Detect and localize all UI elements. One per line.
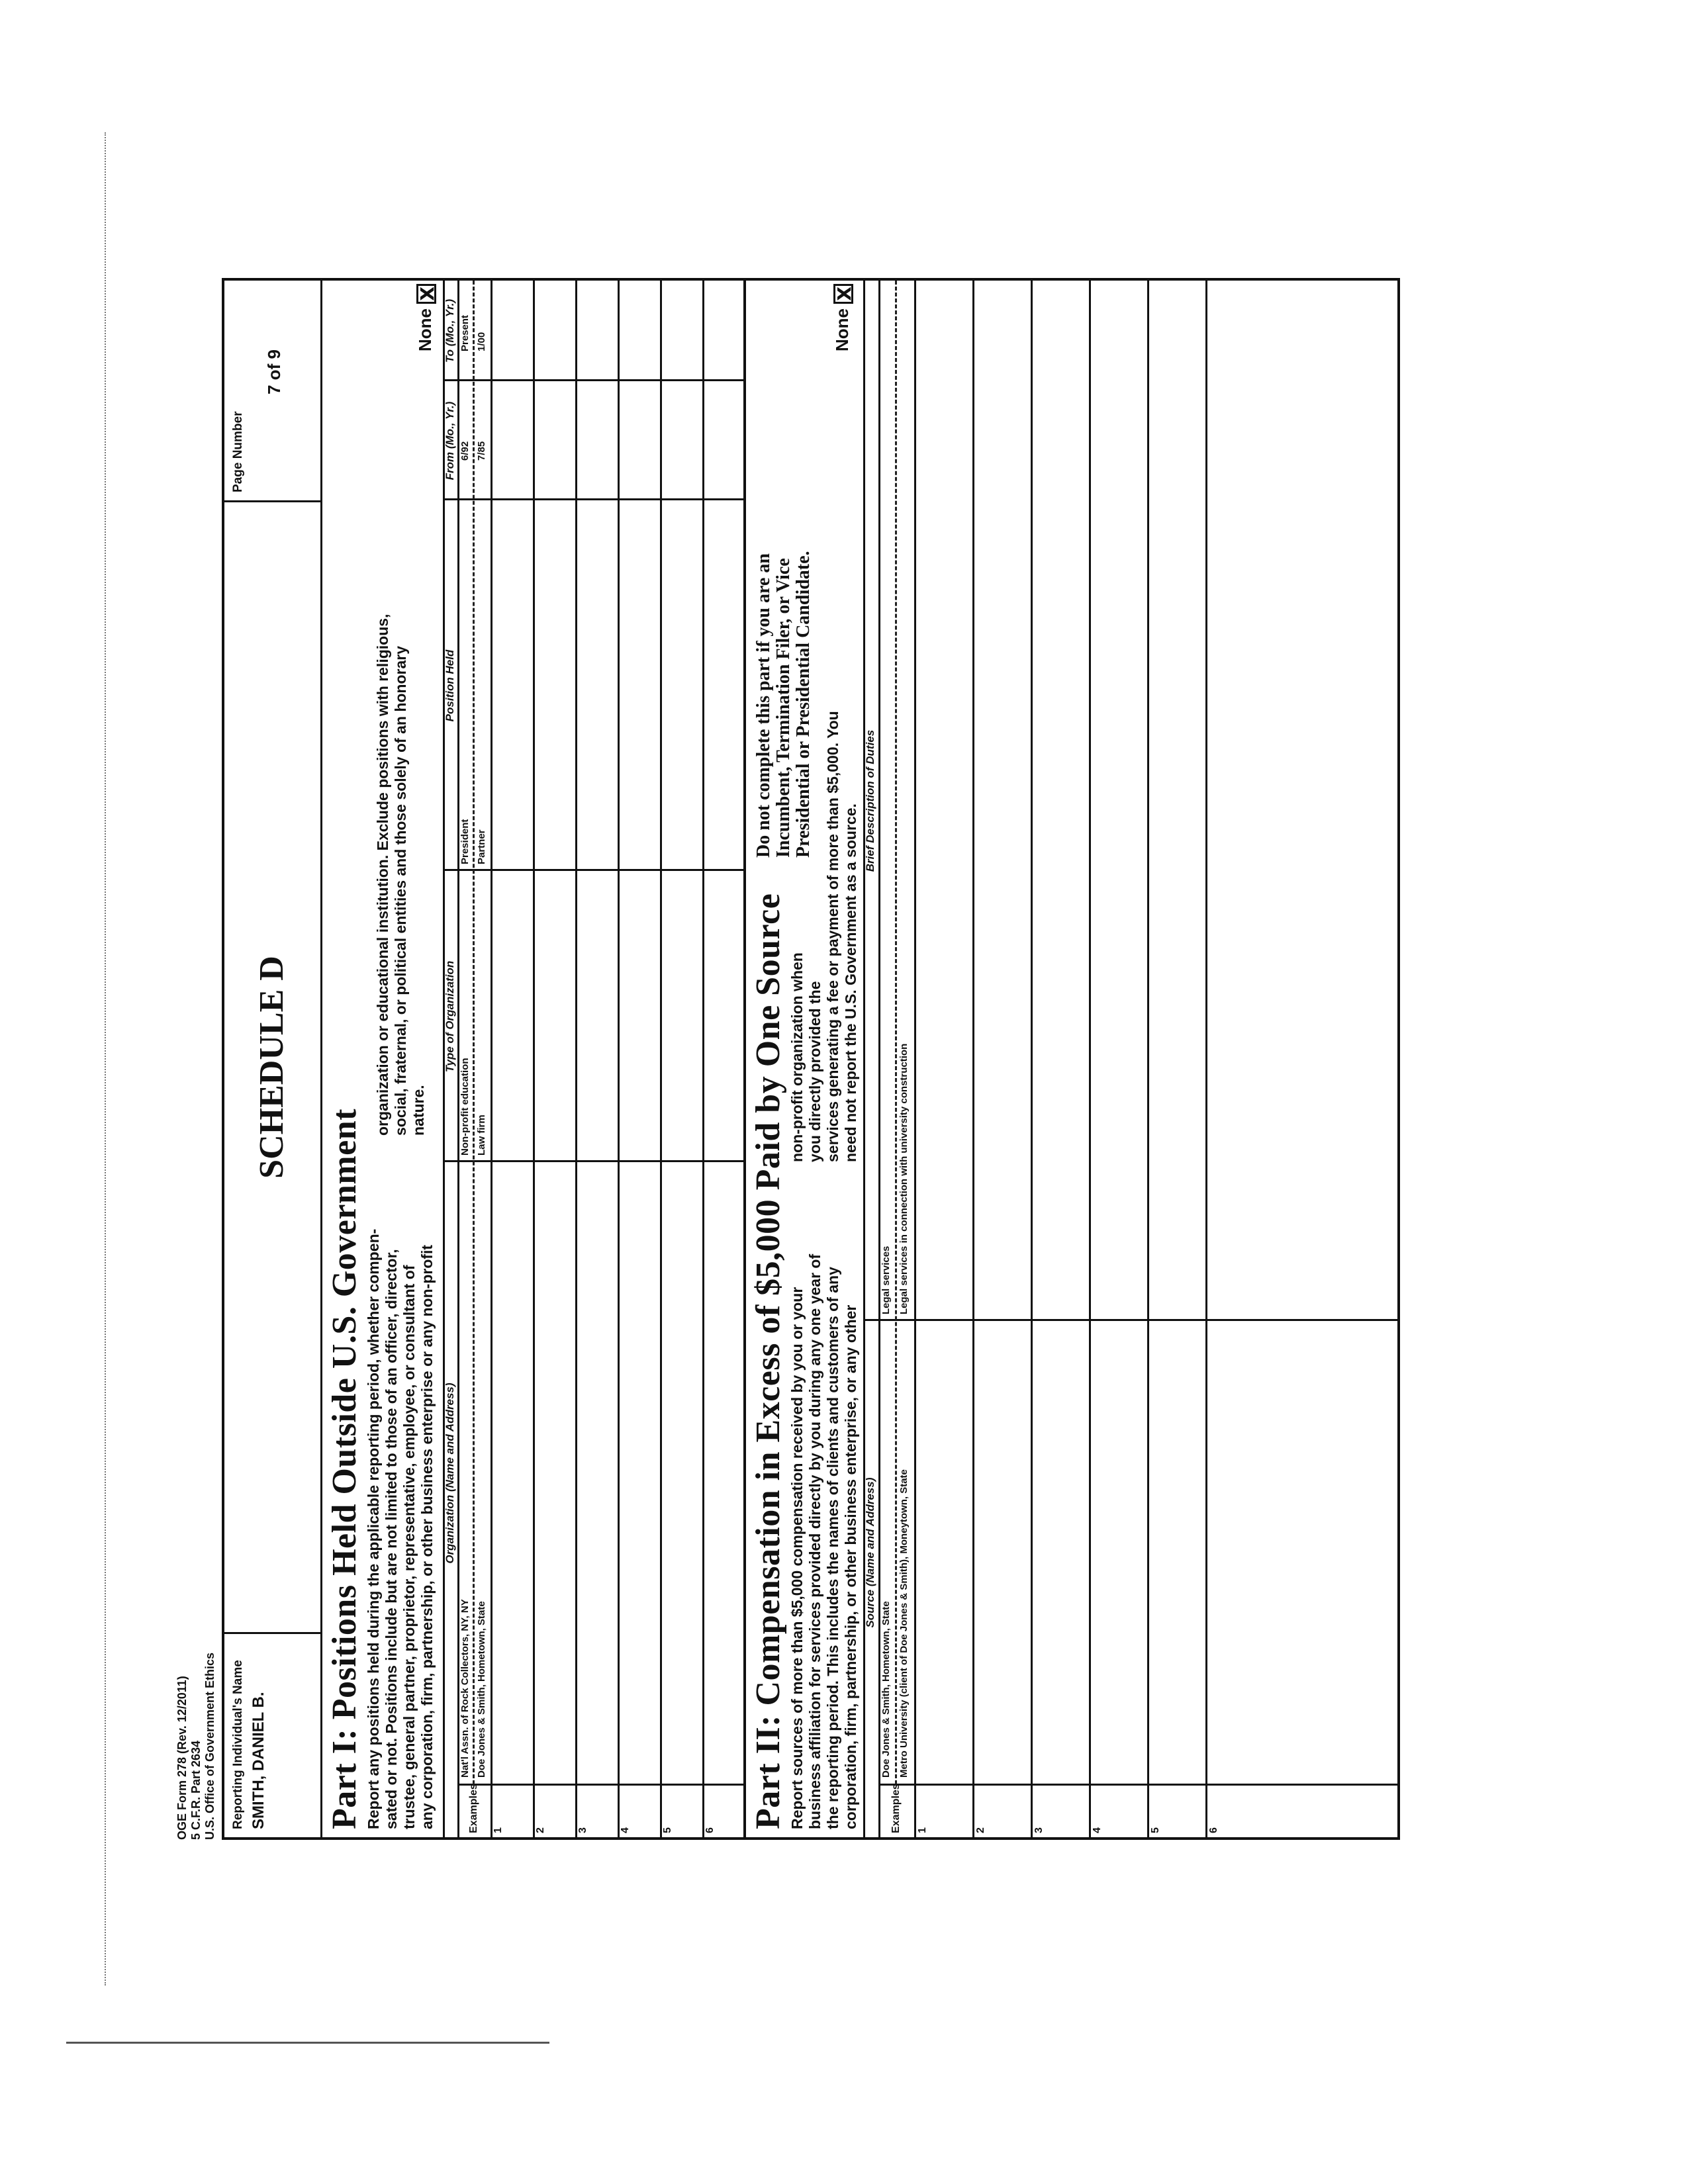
row-divider bbox=[575, 281, 577, 1837]
page-number-cell bbox=[224, 281, 320, 500]
row-divider bbox=[1205, 281, 1207, 1837]
row-divider bbox=[1147, 281, 1149, 1837]
row-number: 3 bbox=[1033, 1827, 1045, 1833]
divider bbox=[320, 281, 322, 1837]
row-divider bbox=[702, 281, 704, 1837]
part1-none-option[interactable] bbox=[415, 284, 439, 351]
col-divider bbox=[443, 498, 743, 500]
example-type: Law firm bbox=[476, 1115, 487, 1156]
col-type: Type of Organization bbox=[444, 960, 456, 1073]
col-from: From (Mo., Yr.) bbox=[444, 401, 456, 480]
example-from: 7/85 bbox=[476, 441, 487, 461]
page-number-value: 7 of 9 bbox=[264, 349, 284, 394]
col-divider bbox=[443, 1160, 743, 1162]
part1-instructions-left: Report any positions held during the applicable reporting period, whether compen- sated or not. Positions include but are not limited to those of an officer, director, trustee, general partner, proprietor, representative, employee, or consultant of any corporation, firm, partnership, or other business enterprise or any non-profit bbox=[365, 1228, 436, 1829]
form-header bbox=[175, 1653, 217, 1840]
part1-title: Part I: Positions Held Outside U.S. Government bbox=[326, 1109, 363, 1829]
name-value: SMITH, DANIEL B. bbox=[250, 1692, 267, 1829]
example-source: Metro University (client of Doe Jones & Smith), Moneytown, State bbox=[898, 1469, 910, 1778]
col-divider bbox=[863, 1319, 1397, 1321]
name-label: Reporting Individual's Name bbox=[231, 1660, 245, 1829]
none-label: None bbox=[415, 308, 435, 351]
row-number: 4 bbox=[1092, 1827, 1103, 1833]
example-duties: Legal services bbox=[880, 1246, 892, 1314]
part2-instructions-a: Report sources of more than $5,000 compensation received by you or your business affiliation for services provided directly by you during any one year of the reporting period. This includes the names of clients and customers of any corporation, firm, partnership, or other business enterprise, or any other bbox=[788, 1253, 859, 1829]
row-divider bbox=[618, 281, 620, 1837]
name-cell bbox=[224, 1632, 320, 1837]
row-number: 1 bbox=[492, 1827, 504, 1833]
col-divider bbox=[457, 1784, 743, 1786]
row-number: 3 bbox=[577, 1827, 588, 1833]
col-duties: Brief Description of Duties bbox=[864, 729, 876, 872]
example-position: Partner bbox=[476, 829, 487, 864]
example-separator bbox=[473, 281, 475, 1784]
schedule-title: SCHEDULE D bbox=[253, 956, 291, 1179]
row-divider bbox=[1089, 281, 1091, 1837]
schedule-title-cell bbox=[224, 500, 320, 1632]
row-divider bbox=[914, 281, 916, 1837]
example-type: Non-profit education bbox=[459, 1058, 471, 1156]
row-divider bbox=[660, 281, 662, 1837]
col-position: Position Held bbox=[444, 649, 456, 722]
part2-none-option[interactable] bbox=[832, 284, 856, 351]
part1-none-checkbox[interactable]: X bbox=[416, 284, 436, 304]
example-duties: Legal services in connection with university construction bbox=[898, 1043, 910, 1314]
cfr-reference: 5 C.F.R. Part 2634 bbox=[189, 1740, 203, 1840]
form-id: OGE Form 278 (Rev. 12/2011) bbox=[175, 1676, 189, 1840]
col-to: To (Mo., Yr.) bbox=[444, 298, 456, 363]
section-divider bbox=[743, 281, 746, 1837]
row-number: 1 bbox=[917, 1827, 928, 1833]
col-divider bbox=[443, 869, 743, 871]
example-org: Nat'l Assn. of Rock Collectors, NY, NY bbox=[459, 1599, 471, 1778]
row-divider bbox=[1031, 281, 1033, 1837]
row-divider bbox=[972, 281, 974, 1837]
schedule-d-form bbox=[222, 278, 1400, 1840]
none-label: None bbox=[832, 308, 852, 351]
part2-instructions-b: non-profit organization when you directly provided the services generating a fee or payment of more than $5,000. You need not report the U.S. Government as a source. bbox=[788, 711, 859, 1162]
example-from: 6/92 bbox=[459, 441, 471, 461]
part2-none-checkbox[interactable]: X bbox=[833, 284, 853, 304]
part2-title: Part II: Compensation in Excess of $5,000 Paid by One Source bbox=[749, 893, 787, 1829]
row-number: 6 bbox=[704, 1827, 716, 1833]
col-organization: Organization (Name and Address) bbox=[444, 1383, 456, 1564]
row-number: 6 bbox=[1208, 1827, 1219, 1833]
col-source: Source (Name and Address) bbox=[864, 1477, 876, 1628]
row-number: 5 bbox=[662, 1827, 673, 1833]
part1-instructions-right: organization or educational institution. Exclude positions with religious, social, fraternal, or political entities and those solely of an honorary nature. bbox=[374, 614, 427, 1136]
col-divider bbox=[878, 1784, 1397, 1786]
row-number: 2 bbox=[535, 1827, 546, 1833]
example-to: 1/00 bbox=[476, 332, 487, 351]
page-number-label: Page Number bbox=[231, 411, 245, 492]
part2-exemption-note: Do not complete this part if you are an Incumbent, Termination Filer, or Vice Presidential or Presidential Candidate. bbox=[753, 551, 814, 858]
row-number: 2 bbox=[975, 1827, 986, 1833]
example-source: Doe Jones & Smith, Hometown, State bbox=[880, 1601, 892, 1778]
row-divider bbox=[491, 281, 492, 1837]
examples-label: Examples bbox=[468, 1784, 479, 1833]
example-separator bbox=[895, 281, 897, 1784]
col-divider bbox=[443, 379, 743, 381]
agency-name: U.S. Office of Government Ethics bbox=[203, 1652, 216, 1840]
row-divider bbox=[533, 281, 535, 1837]
row-number: 5 bbox=[1150, 1827, 1161, 1833]
row-number: 4 bbox=[620, 1827, 631, 1833]
example-position: President bbox=[459, 819, 471, 864]
example-to: Present bbox=[459, 314, 471, 351]
example-org: Doe Jones & Smith, Hometown, State bbox=[476, 1601, 487, 1778]
examples-label: Examples bbox=[890, 1784, 902, 1833]
